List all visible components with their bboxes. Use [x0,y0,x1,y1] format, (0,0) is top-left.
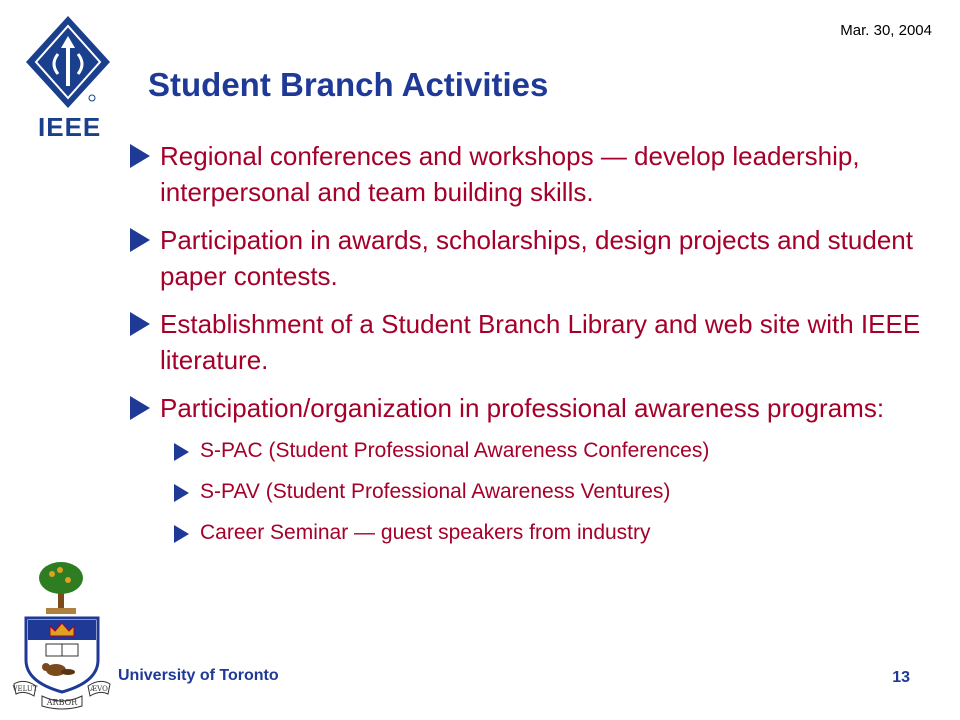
sub-bullet-text: Career Seminar — guest speakers from industry [200,521,651,544]
bullet-item [128,138,928,210]
slide-date: Mar. 30, 2004 [840,22,932,39]
arrow-bullet-icon [174,443,189,461]
sub-bullet-list [160,432,928,551]
sub-bullet-item [160,432,928,469]
ieee-logo-text: IEEE [38,112,102,142]
bullet-text: Participation/organization in professional awareness programs: [160,393,885,423]
page-number: 13 [892,669,910,686]
sub-bullet-text: S-PAC (Student Professional Awareness Conferences) [200,439,710,462]
arrow-bullet-icon [130,396,150,420]
crest-motto-right: ÆVO [90,685,108,693]
crest-motto-left: VELUT [12,685,38,693]
university-crest-icon [12,560,112,710]
arrow-bullet-icon [130,312,150,336]
arrow-bullet-icon [130,228,150,252]
slide-title: Student Branch Activities [148,66,549,103]
sub-bullet-item [160,514,928,551]
sub-bullet-item [160,473,928,510]
arrow-bullet-icon [174,525,189,543]
bullet-text: Regional conferences and workshops — develop leadership, interpersonal and team building skills. [160,141,860,207]
bullet-item [128,390,928,551]
bullet-item [128,222,928,294]
bullet-item [128,306,928,378]
crest-motto-bottom: ARBOR [46,698,78,707]
bullet-list [128,138,928,563]
footer-organization: University of Toronto [118,667,279,684]
arrow-bullet-icon [174,484,189,502]
arrow-bullet-icon [130,144,150,168]
bullet-text: Establishment of a Student Branch Library and web site with IEEE literature. [160,309,921,375]
sub-bullet-text: S-PAV (Student Professional Awareness Ventures) [200,480,671,503]
bullet-text: Participation in awards, scholarships, design projects and student paper contests. [160,225,913,291]
